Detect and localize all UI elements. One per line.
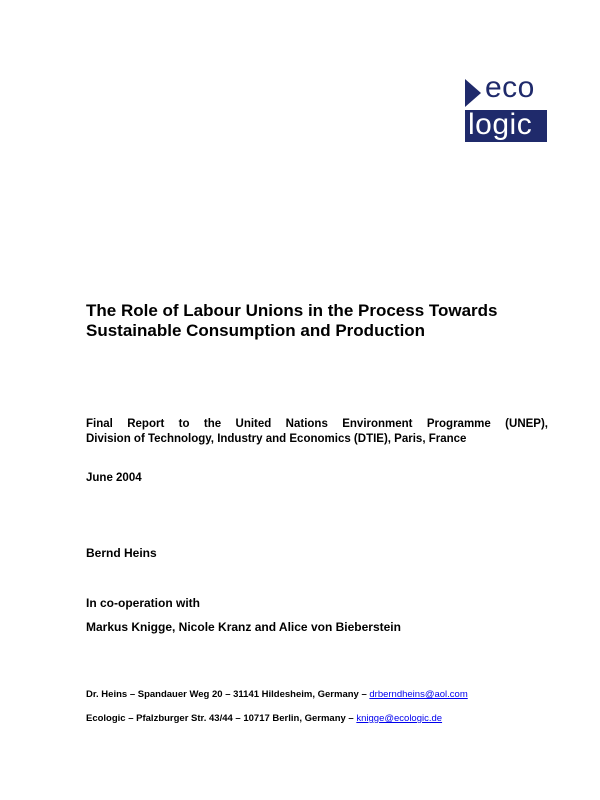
contact-line-heins (86, 689, 468, 700)
ecologic-logo (465, 71, 547, 142)
title-line-2: Sustainable Consumption and Production (86, 321, 426, 340)
logo-logic-text: logic (468, 108, 533, 141)
title-line-1: The Role of Labour Unions in the Process Towards (86, 301, 498, 320)
cooperation-names: Markus Knigge, Nicole Kranz and Alice von Bieberstein (86, 620, 401, 634)
report-date: June 2004 (86, 472, 142, 484)
report-line-1: Final Report to the United Nations Environment Programme (UNEP), (86, 418, 548, 430)
contact-address-ecologic: Ecologic – Pfalzburger Str. 43/44 – 10717 Berlin, Germany – (86, 713, 357, 724)
document-title (86, 301, 556, 341)
logo-eco-text: eco (485, 71, 535, 104)
email-link-heins[interactable]: drberndheins@aol.com (369, 689, 468, 700)
report-line-2: Division of Technology, Industry and Economics (DTIE), Paris, France (86, 433, 467, 445)
author-name: Bernd Heins (86, 546, 157, 560)
cooperation-label: In co-operation with (86, 596, 200, 610)
email-link-ecologic[interactable]: knigge@ecologic.de (356, 713, 443, 724)
contact-address-heins: Dr. Heins – Spandauer Weg 20 – 31141 Hildesheim, Germany – (86, 689, 370, 700)
logo-triangle-icon (465, 79, 481, 107)
contact-line-ecologic (86, 713, 442, 724)
report-description (86, 417, 548, 447)
